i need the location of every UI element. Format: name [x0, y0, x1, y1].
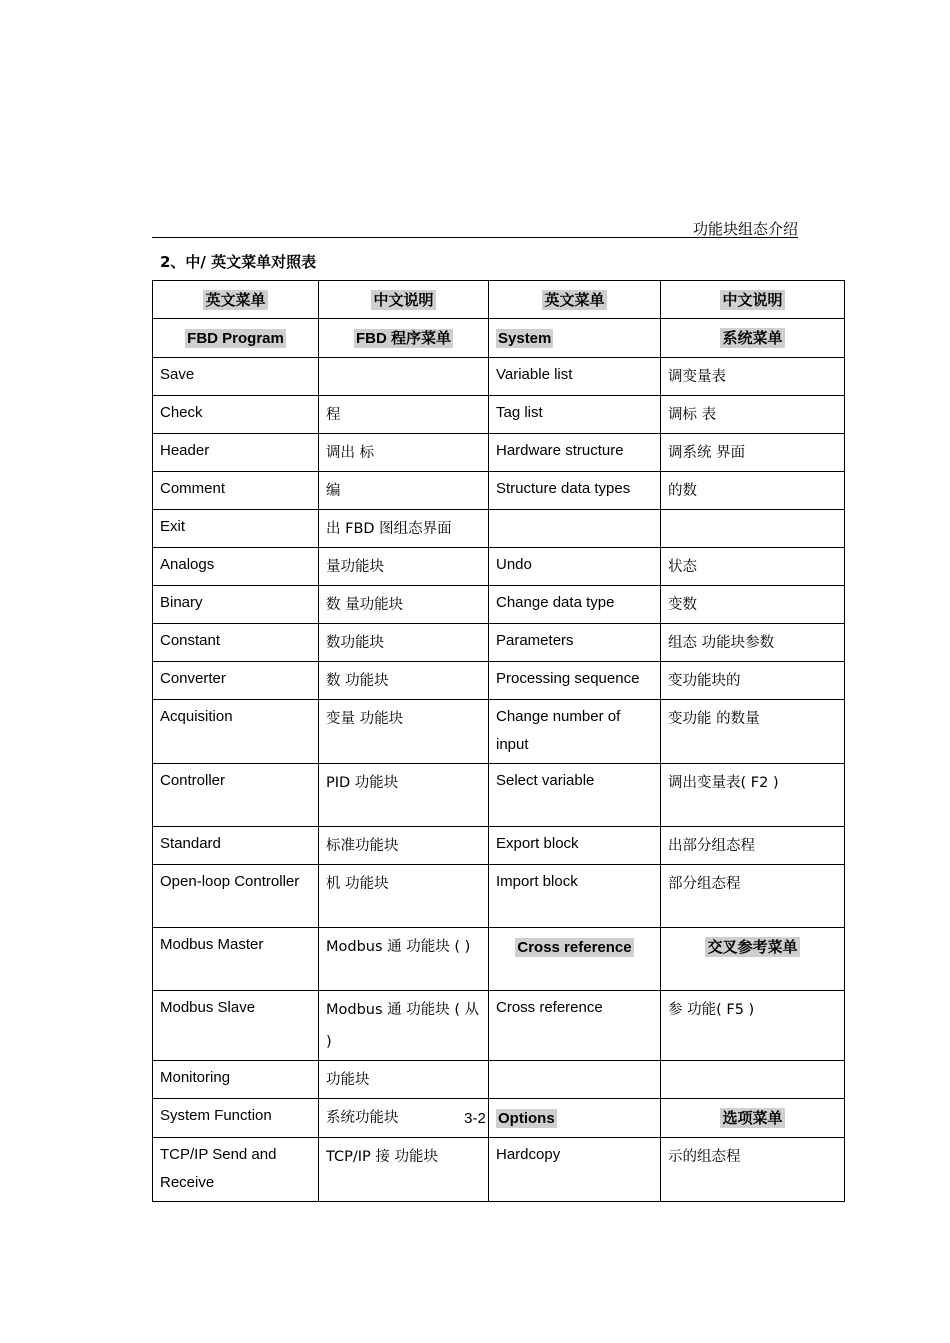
english-menu-item: Structure data types [489, 472, 661, 510]
english-menu-item: Undo [489, 548, 661, 586]
header-rule [152, 237, 798, 238]
english-menu-item: Tag list [489, 396, 661, 434]
menu-section-label: Cross reference [517, 939, 632, 956]
chinese-description: 参 功能( F5 ) [661, 991, 845, 1061]
menu-section-label: 交叉参考菜单 [707, 938, 798, 956]
chinese-description: 状态 [661, 548, 845, 586]
menu-section-row [153, 319, 845, 358]
english-menu-item: Variable list [489, 358, 661, 396]
english-menu-item: Header [153, 434, 319, 472]
table-row [153, 764, 845, 827]
chinese-description: TCP/IP 接 功能块 [319, 1138, 489, 1202]
english-menu-item: Hardcopy [489, 1138, 661, 1202]
english-menu-item: Cross reference [489, 991, 661, 1061]
column-header: 英文菜单 [205, 291, 266, 309]
page-header-title: 功能块组态介绍 [692, 220, 798, 238]
menu-section-label: 选项菜单 [722, 1109, 783, 1127]
menu-section-label: System [498, 330, 552, 347]
chinese-description: 编 [319, 472, 489, 510]
english-menu-item: Check [153, 396, 319, 434]
table-row [153, 1099, 845, 1138]
table-row [153, 1061, 845, 1099]
english-menu-item: Controller [153, 764, 319, 827]
english-menu-item: Constant [153, 624, 319, 662]
english-menu-item: Binary [153, 586, 319, 624]
english-menu-item: Modbus Slave [153, 991, 319, 1061]
table-row [153, 624, 845, 662]
english-menu-item: Processing sequence [489, 662, 661, 700]
english-menu-item [489, 1061, 661, 1099]
chinese-description: 组态 功能块参数 [661, 624, 845, 662]
table-row [153, 396, 845, 434]
chinese-description: 示的组态程 [661, 1138, 845, 1202]
english-menu-item: Change data type [489, 586, 661, 624]
english-menu-item: Open-loop Controller [153, 865, 319, 928]
chinese-description: PID 功能块 [319, 764, 489, 827]
english-menu-item: Select variable [489, 764, 661, 827]
column-header: 英文菜单 [544, 291, 605, 309]
menu-section-label: 系统菜单 [722, 329, 783, 347]
english-menu-item: System Function [153, 1099, 319, 1138]
chinese-description: 调标 表 [661, 396, 845, 434]
english-menu-item: Import block [489, 865, 661, 928]
chinese-description [661, 1061, 845, 1099]
chinese-description: 机 功能块 [319, 865, 489, 928]
table-row [153, 586, 845, 624]
english-menu-item: Modbus Master [153, 928, 319, 991]
chinese-description: Modbus 通 功能块 ( 从 ) [319, 991, 489, 1061]
english-menu-item: Save [153, 358, 319, 396]
chinese-description: 系统功能块 [319, 1099, 489, 1138]
chinese-description: 出部分组态程 [661, 827, 845, 865]
table-row [153, 1138, 845, 1202]
english-menu-item: Acquisition [153, 700, 319, 764]
column-header: 中文说明 [373, 291, 434, 309]
table-row [153, 928, 845, 991]
chinese-description: 部分组态程 [661, 865, 845, 928]
table-row [153, 662, 845, 700]
english-menu-item: Parameters [489, 624, 661, 662]
table-row [153, 991, 845, 1061]
english-menu-item: TCP/IP Send and Receive [153, 1138, 319, 1202]
table-row [153, 700, 845, 764]
chinese-description: 调出 标 [319, 434, 489, 472]
table-row [153, 548, 845, 586]
english-menu-item: Standard [153, 827, 319, 865]
chinese-description: 变量 功能块 [319, 700, 489, 764]
chinese-description: 标准功能块 [319, 827, 489, 865]
column-header: 中文说明 [722, 291, 783, 309]
table-row [153, 510, 845, 548]
table-row [153, 865, 845, 928]
chinese-description: 数 功能块 [319, 662, 489, 700]
english-menu-item: Change number of input [489, 700, 661, 764]
page-number: 3-2 [464, 1110, 486, 1127]
section-title: 2、中/ 英文菜单对照表 [160, 253, 317, 271]
english-menu-item: Monitoring [153, 1061, 319, 1099]
chinese-description: 功能块 [319, 1061, 489, 1099]
chinese-description: 数功能块 [319, 624, 489, 662]
english-menu-item: Converter [153, 662, 319, 700]
chinese-description: 出 FBD 图组态界面 [319, 510, 489, 548]
english-menu-item [489, 510, 661, 548]
menu-section-label: FBD Program [187, 330, 284, 347]
english-menu-item: Export block [489, 827, 661, 865]
chinese-description: 变功能 的数量 [661, 700, 845, 764]
table-row [153, 827, 845, 865]
table-row [153, 434, 845, 472]
english-menu-item: Comment [153, 472, 319, 510]
chinese-description: 的数 [661, 472, 845, 510]
chinese-description: 调变量表 [661, 358, 845, 396]
table-row [153, 358, 845, 396]
menu-section-label: FBD 程序菜单 [356, 330, 451, 347]
english-menu-item: Exit [153, 510, 319, 548]
table-header-row [153, 281, 845, 319]
chinese-description: 程 [319, 396, 489, 434]
menu-section-label: Options [498, 1110, 555, 1127]
english-menu-item: Analogs [153, 548, 319, 586]
chinese-description: 变功能块的 [661, 662, 845, 700]
chinese-description: 变数 [661, 586, 845, 624]
menu-comparison-table [152, 280, 845, 1202]
chinese-description: Modbus 通 功能块 ( ) [319, 928, 489, 991]
chinese-description [319, 358, 489, 396]
chinese-description: 数 量功能块 [319, 586, 489, 624]
table-row [153, 472, 845, 510]
chinese-description: 调出变量表( F2 ) [661, 764, 845, 827]
english-menu-item: Hardware structure [489, 434, 661, 472]
chinese-description [661, 510, 845, 548]
chinese-description: 量功能块 [319, 548, 489, 586]
chinese-description: 调系统 界面 [661, 434, 845, 472]
